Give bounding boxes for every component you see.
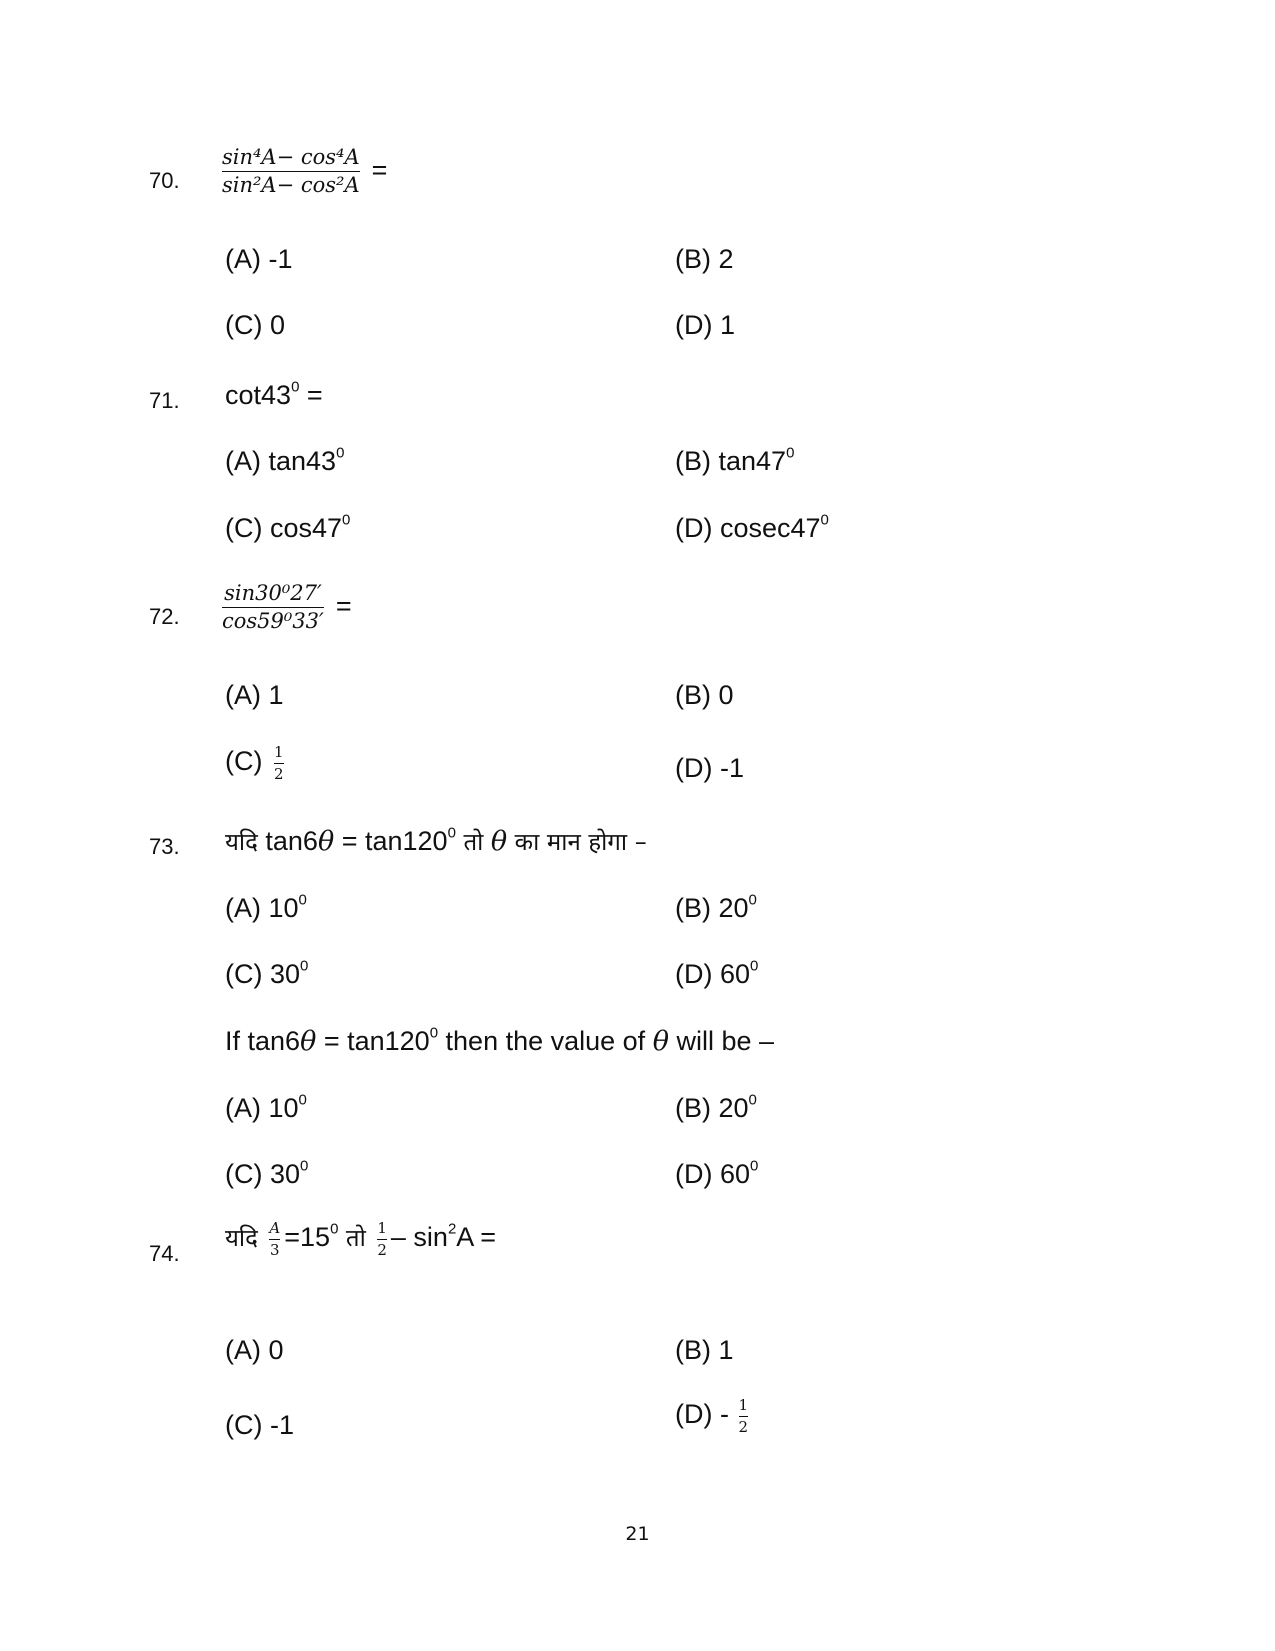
question-number: 74. [149,1241,180,1266]
stem-text: cot43 [225,380,292,410]
stem-text: =15 [284,1222,331,1253]
hindi-text: तो [345,1224,366,1253]
option-d[interactable] [675,1159,758,1190]
question-number: 72. [149,604,180,629]
stem-text: – sin [390,1222,448,1253]
theta-symbol: θ [652,1026,669,1057]
hindi-text: यदि [225,828,258,856]
superscript: 0 [429,1024,439,1042]
superscript: 0 [291,378,300,396]
stem-text: then the value of [438,1026,653,1056]
fraction-numerator: sin⁴A− cos⁴A [222,145,360,169]
stem-text: will be – [668,1026,774,1056]
theta-symbol: θ [317,826,335,857]
option-text: (A) 10 [225,1093,299,1123]
option-text: (C) 30 [225,959,301,989]
option-a[interactable] [225,893,307,924]
superscript: 0 [330,1220,339,1238]
fraction-bar [377,1239,387,1240]
question-number: 71. [149,388,180,413]
fraction-numerator: sin30⁰27′ [224,581,322,605]
superscript: 0 [342,511,351,529]
fraction-denominator: cos59⁰33′ [222,609,324,634]
fraction-denominator: 2 [274,764,284,783]
option-text: (A) tan43 [225,446,337,476]
option-text: (C) 30 [225,1159,301,1189]
fraction-numerator: 1 [738,1396,749,1414]
option-b[interactable] [675,893,757,924]
stem-text: A = [456,1222,497,1253]
stem-text: = tan120 [334,826,448,856]
question-stem [222,146,387,197]
option-c[interactable]: (C) -1 [225,1410,294,1440]
option-text: (B) 20 [675,1093,749,1123]
option-text: (A) 10 [225,893,299,923]
superscript: 0 [298,891,307,909]
superscript: 0 [300,1157,309,1175]
fraction-bar [222,607,324,608]
superscript: 0 [748,891,757,909]
superscript: 0 [750,1157,759,1175]
hindi-text: का मान होगा – [514,828,647,856]
option-text: (D) 60 [675,1159,751,1189]
stem-text: tan6 [257,826,318,856]
fraction-bar [269,1239,280,1240]
option-c[interactable] [225,959,308,990]
option-text: (D) cosec47 [675,513,821,543]
fraction-denominator: sin²A− cos²A [222,173,360,198]
superscript: 0 [786,444,795,462]
option-text: (C) cos47 [225,513,343,543]
question-stem-english [225,1026,774,1057]
fraction-bar [274,763,284,764]
hindi-text: यदि [225,1224,258,1253]
fraction-bar [222,171,360,172]
fraction-denominator: 2 [377,1240,387,1259]
option-a[interactable]: (A) 0 [225,1335,284,1365]
superscript: 0 [300,957,309,975]
option-d[interactable] [675,1397,748,1435]
fraction-numerator: A [269,1219,281,1237]
fraction-bar [739,1416,749,1417]
option-text: (D) - [675,1399,729,1430]
superscript: 0 [748,1091,757,1109]
option-c[interactable]: (C) 0 [225,310,285,340]
fraction-denominator: 3 [270,1240,280,1259]
option-text: (D) 60 [675,959,751,989]
fraction [269,1220,280,1258]
option-text: (B) 20 [675,893,749,923]
option-a[interactable]: (A) 1 [225,680,284,710]
superscript: 0 [820,511,829,529]
option-d[interactable] [675,959,758,990]
fraction-denominator: 2 [738,1417,749,1436]
option-d[interactable] [675,513,829,544]
fraction [222,146,360,197]
fraction [274,744,284,782]
stem-text: If tan6 [225,1026,301,1056]
option-c[interactable] [225,513,350,544]
option-b[interactable]: (B) 2 [675,244,734,274]
option-d[interactable]: (D) -1 [675,753,744,783]
superscript: 0 [298,1091,307,1109]
option-text: (C) [225,746,263,777]
option-b[interactable]: (B) 0 [675,680,734,710]
option-b[interactable] [675,1093,757,1124]
equals-sign: = [335,590,352,621]
superscript: 2 [447,1220,457,1238]
superscript: 0 [447,824,456,842]
stem-text: = tan120 [316,1026,430,1056]
hindi-text: तो [463,828,484,856]
fraction [222,582,324,633]
superscript: 0 [336,444,345,462]
theta-symbol: θ [300,1026,317,1057]
page-number: 21 [625,1523,650,1545]
option-b[interactable] [675,446,794,477]
option-c[interactable] [225,744,284,782]
fraction-numerator: 1 [274,743,284,761]
question-stem [225,380,323,411]
question-stem [225,825,647,858]
option-a[interactable] [225,446,344,477]
fraction-numerator: 1 [377,1219,387,1237]
question-stem [225,1220,496,1258]
option-a[interactable] [225,1093,307,1124]
stem-text: = [299,380,323,410]
question-stem [222,582,352,633]
superscript: 0 [750,957,759,975]
fraction [739,1397,749,1435]
option-d[interactable]: (D) 1 [675,310,735,340]
option-b[interactable]: (B) 1 [675,1335,734,1365]
theta-symbol: θ [490,826,508,857]
question-number: 73. [149,834,180,859]
question-number: 70. [149,168,180,193]
fraction [377,1220,387,1258]
equals-sign: = [371,154,388,185]
option-a[interactable]: (A) -1 [225,244,293,274]
option-text: (B) tan47 [675,446,787,476]
option-c[interactable] [225,1159,308,1190]
